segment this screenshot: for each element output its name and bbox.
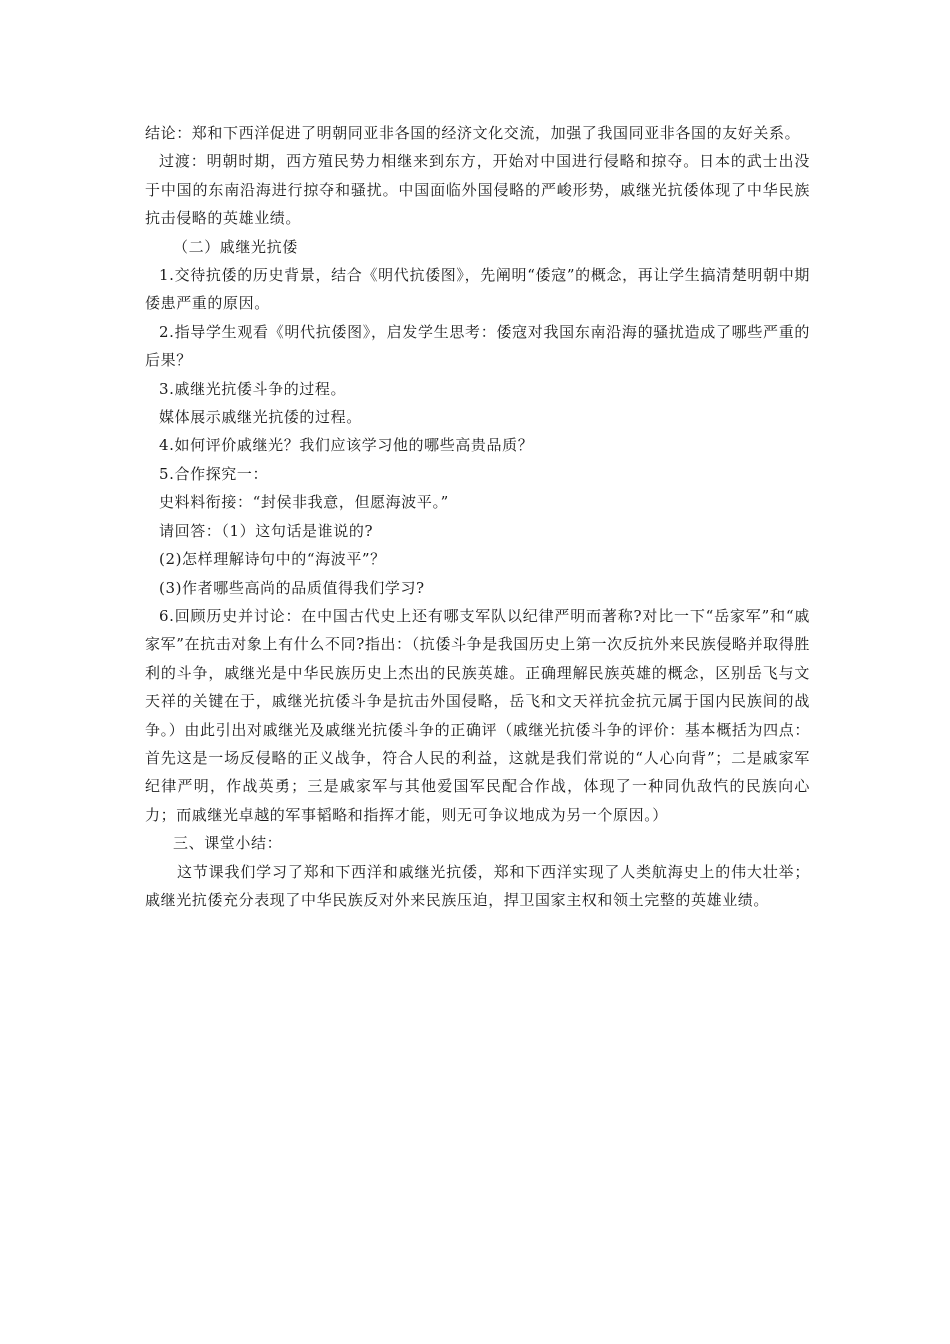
media-note: 媒体展示戚继光抗倭的过程。 xyxy=(159,408,362,427)
list-item-5: 5.合作探究一： xyxy=(159,464,269,483)
document-body xyxy=(145,119,810,914)
list-item-2: 2.指导学生观看《明代抗倭图》，启发学生思考：倭寇对我国东南沿海的骚扰造成了哪些严重的后果？ xyxy=(145,322,810,370)
list-item-6: 6.回顾历史并讨论：在中国古代史上还有哪支军队以纪律严明而著称?对比一下“岳家军”和“戚家军”在抗击对象上有什么不同?指出：（抗倭斗争是我国历史上第一次反抗外来民族侵略并取得胜利的斗争，戚继光是中华民族历史上杰出的民族英雄。正确理解民族英雄的概念，区别岳飞与文天祥的关键在于，戚继光抗倭斗争是抗击外国侵略，岳飞和文天祥抗金抗元属于国内民族间的战争。）由此引出对戚继光及戚继光抗倭斗争的正确评（戚继光抗倭斗争的评价：基本概括为四点：首先这是一场反侵略的正义战争，符合人民的利益，这就是我们常说的“人心向背”；二是戚家军纪律严明，作战英勇；三是戚家军与其他爱国军民配合作战，体现了一种同仇敌忾的民族向心力；而戚继光卓越的军事韬略和指挥才能，则无可争议地成为另一个原因。） xyxy=(145,606,810,824)
question-1: 请回答：（1）这句话是谁说的? xyxy=(159,521,374,540)
question-3: (3)作者哪些高尚的品质值得我们学习? xyxy=(159,578,425,597)
question-2: (2)怎样理解诗句中的“海波平”？ xyxy=(159,550,386,569)
section-heading-summary: 三、课堂小结： xyxy=(173,834,283,853)
section-heading-qi-jiguang: （二）戚继光抗倭 xyxy=(173,237,298,256)
list-item-1: 1.交待抗倭的历史背景，结合《明代抗倭图》，先阐明“倭寇”的概念，再让学生搞清楚明朝中期倭患严重的原因。 xyxy=(145,266,810,313)
historical-quote: 史料料衔接：“封侯非我意，但愿海波平。” xyxy=(159,493,449,512)
conclusion-paragraph: 结论：郑和下西洋促进了明朝同亚非各国的经济文化交流，加强了我国同亚非各国的友好关系。 xyxy=(145,124,801,142)
transition-paragraph: 过渡：明朝时期，西方殖民势力相继来到东方，开始对中国进行侵略和掠夺。日本的武士出没于中国的东南沿海进行掠夺和骚扰。中国面临外国侵略的严峻形势，戚继光抗倭体现了中华民族抗击侵略的英雄业绩。 xyxy=(145,152,810,228)
list-item-4: 4.如何评价戚继光？我们应该学习他的哪些高贵品质？ xyxy=(159,436,534,455)
summary-paragraph: 这节课我们学习了郑和下西洋和戚继光抗倭，郑和下西洋实现了人类航海史上的伟大壮举；戚继光抗倭充分表现了中华民族反对外来民族压迫，捍卫国家主权和领土完整的英雄业绩。 xyxy=(145,862,810,909)
list-item-3: 3.戚继光抗倭斗争的过程。 xyxy=(159,379,347,398)
